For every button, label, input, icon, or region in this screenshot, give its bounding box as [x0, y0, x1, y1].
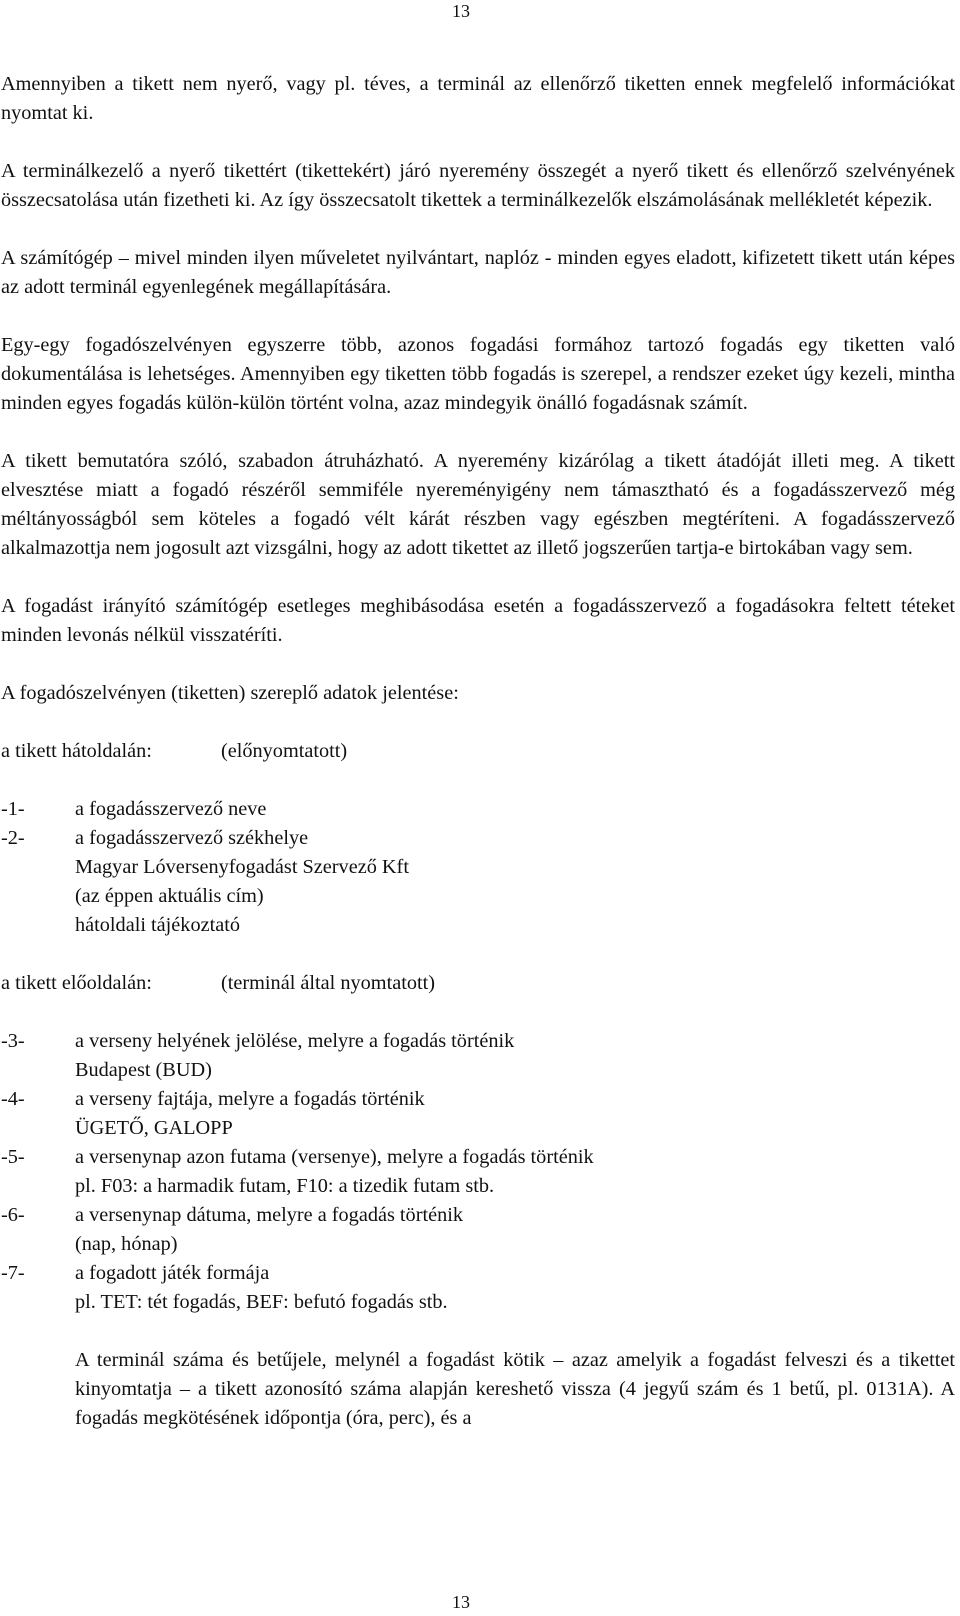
back-side-heading: [1, 737, 955, 766]
list-item-number: -7-: [1, 1262, 25, 1284]
list-item-line: ÜGETŐ, GALOPP: [75, 1117, 233, 1139]
front-side-heading: [1, 969, 955, 998]
front-side-label: a tikett előoldalán:: [1, 972, 152, 994]
list-item: [1, 1143, 955, 1201]
list-item: [1, 795, 955, 824]
list-item-line: a fogadott játék formája: [75, 1262, 270, 1284]
list-item-line: a fogadásszervező székhelye: [75, 827, 309, 849]
list-item-number: -3-: [1, 1030, 25, 1052]
list-item-line: a versenynap dátuma, melyre a fogadás történik: [75, 1204, 464, 1226]
list-item-line: pl. TET: tét fogadás, BEF: befutó fogadás stb.: [75, 1291, 448, 1313]
list-item: [1, 1085, 955, 1143]
document-body: [1, 70, 955, 1433]
back-side-label: a tikett hátoldalán:: [1, 740, 152, 762]
paragraph-3: A számítógép – mivel minden ilyen műveletet nyilvántart, naplóz - minden egyes eladott, kifizetett tikett után képes az adott terminál egyenlegének megállapítására.: [1, 247, 955, 298]
paragraph-5: A tikett bemutatóra szóló, szabadon átruházható. A nyeremény kizárólag a tikett átadóját illeti meg. A tikett elvesztése miatt a fogadó részéről semmiféle nyereményigény nem támasztható és a fogadásszervező még méltányosságból sem köteles a fogadó vélt kárát részben vagy egészben megtéríteni. A fogadásszervező alkalmazottja nem jogosult azt vizsgálni, hogy az adott tikettet az illető jogszerűen tartja-e birtokában vagy sem.: [1, 450, 955, 559]
list-item-line: a verseny helyének jelölése, melyre a fogadás történik: [75, 1030, 515, 1052]
list-item-line: Magyar Lóversenyfogadást Szervező Kft: [75, 856, 409, 878]
list-item-number: -1-: [1, 798, 25, 820]
page-number-top: 13: [452, 1, 470, 21]
list-item-line: (nap, hónap): [75, 1233, 178, 1255]
list-item-line: a fogadásszervező neve: [75, 798, 267, 820]
list-item-number: -4-: [1, 1088, 25, 1110]
paragraph-4: Egy-egy fogadószelvényen egyszerre több, azonos fogadási formához tartozó fogadás egy tiketten való dokumentálása is lehetséges. Amennyiben egy tiketten több fogadás is szerepel, a rendszer ezeket úgy kezeli, mintha minden egyes fogadás külön-külön történt volna, azaz mindegyik önálló fogadásnak számít.: [1, 334, 955, 414]
page-number-bottom: 13: [452, 1592, 470, 1612]
back-side-list: [1, 795, 955, 940]
back-side-value: (előnyomtatott): [221, 740, 348, 762]
list-item: [1, 1027, 955, 1085]
list-item-line: Budapest (BUD): [75, 1059, 212, 1081]
list-item-line: a versenynap azon futama (versenye), melyre a fogadás történik: [75, 1146, 594, 1168]
list-item-number: -6-: [1, 1204, 25, 1226]
list-item: [1, 824, 955, 940]
list-item-line: a verseny fajtája, melyre a fogadás történik: [75, 1088, 425, 1110]
front-side-value: (terminál által nyomtatott): [221, 972, 436, 994]
paragraph-2: A terminálkezelő a nyerő tikettért (tikettekért) járó nyeremény összegét a nyerő tikett és ellenőrző szelvényének összecsatolása után fizetheti ki. Az így összecsatolt tikettek a terminálkezelők elszámolásának mellékletét képezik.: [1, 160, 955, 211]
paragraph-6: A fogadást irányító számítógép esetleges meghibásodása esetén a fogadásszervező a fogadásokra feltett téteket minden levonás nélkül visszatéríti.: [1, 595, 955, 646]
paragraph-1: Amennyiben a tikett nem nyerő, vagy pl. téves, a terminál az ellenőrző tiketten ennek megfelelő információkat nyomtat ki.: [1, 73, 955, 124]
list-item: [1, 1201, 955, 1259]
list-item-line: (az éppen aktuális cím): [75, 885, 264, 907]
list-item-line: pl. F03: a harmadik futam, F10: a tizedik futam stb.: [75, 1175, 495, 1197]
list-item-line: hátoldali tájékoztató: [75, 914, 241, 936]
list-item-number: -2-: [1, 827, 25, 849]
front-side-list: [1, 1027, 955, 1317]
list-item: [1, 1259, 955, 1317]
list-item-number: -5-: [1, 1146, 25, 1168]
closing-paragraph: A terminál száma és betűjele, melynél a fogadást kötik – azaz amelyik a fogadást felveszi és a tikettet kinyomtatja – a tikett azonosító száma alapján kereshető vissza (4 jegyű szám és 1 betű, pl. 0131A). A fogadás megkötésének időpontja (óra, perc), és a: [75, 1349, 955, 1429]
paragraph-7: A fogadószelvényen (tiketten) szereplő adatok jelentése:: [1, 682, 459, 704]
